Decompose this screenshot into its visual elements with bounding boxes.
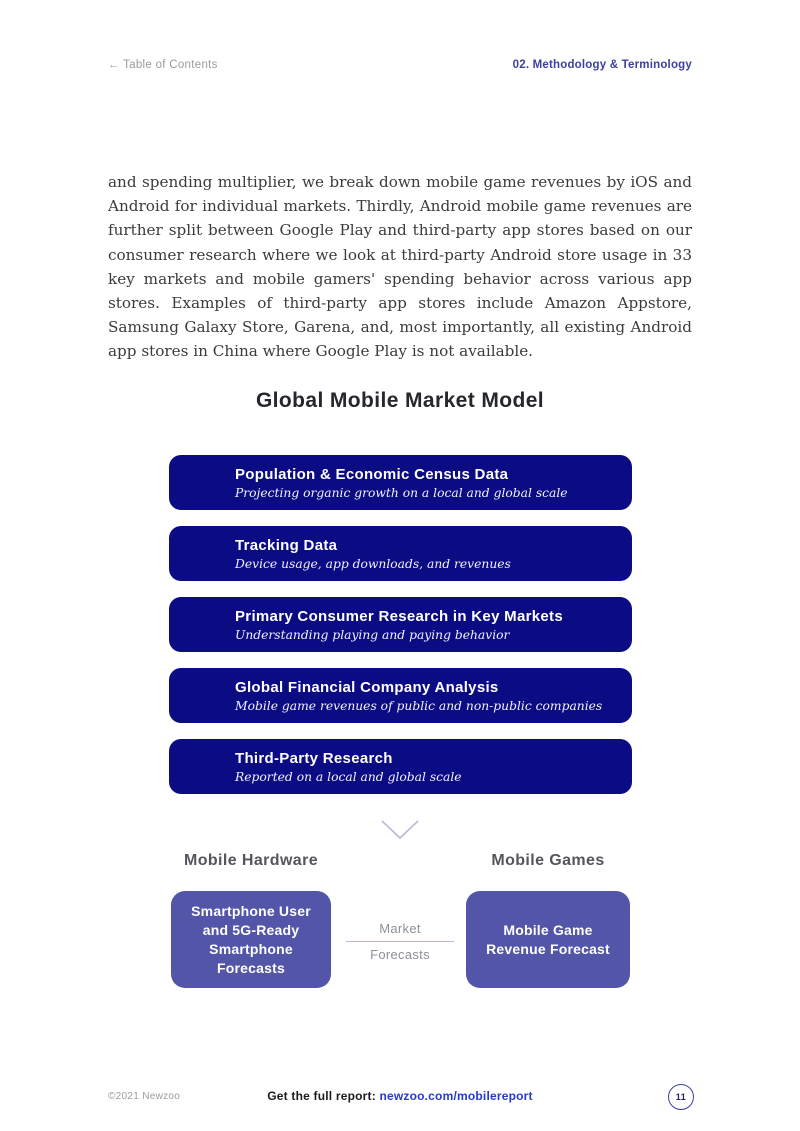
source-box-third-party	[169, 739, 632, 794]
report-label: Get the full report:	[267, 1089, 380, 1103]
copyright-text: ©2021 Newzoo	[108, 1091, 181, 1102]
mobile-games-heading: Mobile Games	[491, 852, 605, 869]
source-box-title: Primary Consumer Research in Key Markets	[235, 607, 563, 625]
smartphone-forecast-box: Smartphone User and 5G-Ready Smartphone Forecasts	[171, 891, 331, 988]
source-box-tracking	[169, 526, 632, 581]
source-box-title: Third-Party Research	[235, 749, 393, 767]
mobile-hardware-heading: Mobile Hardware	[183, 852, 319, 869]
page-number: 11	[675, 1092, 687, 1102]
source-box-financial-analysis	[169, 668, 632, 723]
source-box-subtitle: Projecting organic growth on a local and global scale	[235, 485, 568, 500]
chevron-down-icon	[378, 818, 422, 842]
source-box-title: Global Financial Company Analysis	[235, 678, 499, 696]
source-box-title: Population & Economic Census Data	[235, 465, 509, 483]
page-number-badge	[668, 1084, 694, 1110]
model-source-stack	[169, 455, 632, 810]
source-box-consumer-research	[169, 597, 632, 652]
report-link[interactable]: newzoo.com/mobilereport	[379, 1089, 533, 1103]
market-forecasts-connector	[346, 921, 454, 962]
mobile-game-revenue-forecast-box: Mobile Game Revenue Forecast	[466, 891, 630, 988]
diagram-title: Global Mobile Market Model	[255, 389, 545, 412]
source-box-subtitle: Reported on a local and global scale	[235, 769, 462, 784]
source-box-subtitle: Understanding playing and paying behavior	[235, 627, 510, 642]
connector-label-top: Market	[379, 921, 421, 936]
source-box-title: Tracking Data	[235, 536, 338, 554]
source-box-subtitle: Mobile game revenues of public and non-public companies	[235, 698, 603, 713]
connector-label-bottom: Forecasts	[370, 947, 430, 962]
source-box-subtitle: Device usage, app downloads, and revenues	[235, 556, 511, 571]
body-paragraph: and spending multiplier, we break down mobile game revenues by iOS and Android for individual markets. Thirdly, Android mobile game revenues are further split between Google Play and third-party app stores based on our consumer research where we look at third-party Android store usage in 33 key markets and mobile gamers' spending behavior across various app stores. Examples of third-party app stores include Amazon Appstore, Samsung Galaxy Store, Garena, and, most importantly, all existing Android app stores in China where Google Play is not available.	[108, 173, 692, 361]
chapter-label: 02. Methodology & Terminology	[512, 59, 692, 71]
source-box-census	[169, 455, 632, 510]
table-of-contents-link[interactable]: ← Table of Contents	[108, 59, 218, 71]
